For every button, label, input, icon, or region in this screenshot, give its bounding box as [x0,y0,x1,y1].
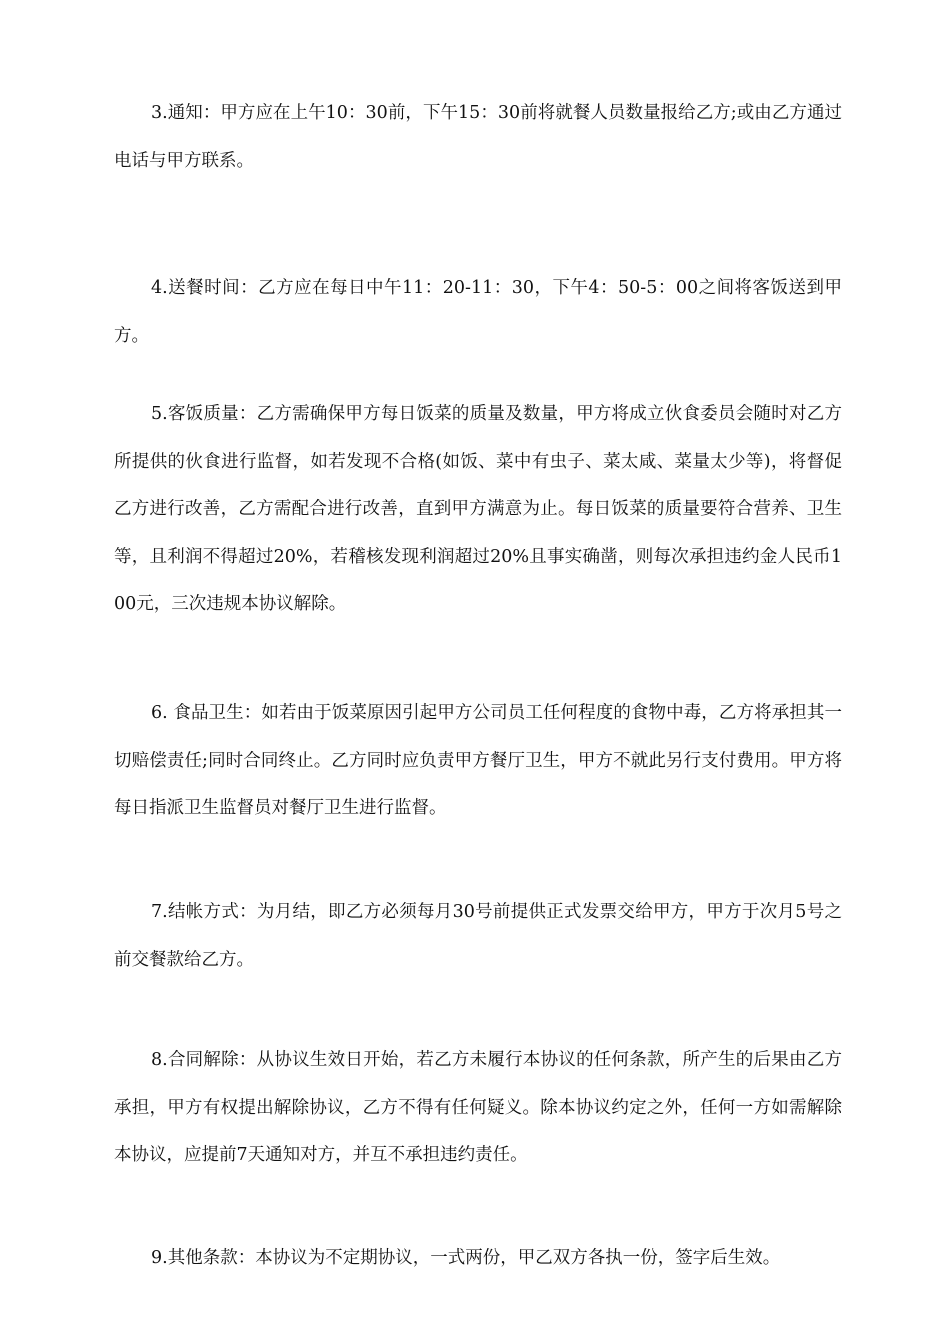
clause-contract-termination: 8.合同解除：从协议生效日开始，若乙方未履行本协议的任何条款，所产生的后果由乙方承担，甲方有权提出解除协议，乙方不得有任何疑义。除本协议约定之外，任何一方如需解除本协议，应提前7天通知对方，并互不承担违约责任。 [114,1050,842,1165]
clause-notification: 3.通知：甲方应在上午10：30前，下午15：30前将就餐人员数量报给乙方;或由乙方通过电话与甲方联系。 [114,103,842,171]
clause-delivery-time: 4.送餐时间：乙方应在每日中午11：20-11：30，下午4：50-5：00之间将客饭送到甲方。 [114,278,842,346]
clause-other-terms: 9.其他条款：本协议为不定期协议，一式两份，甲乙双方各执一份，签字后生效。 [151,1248,781,1268]
clause-settlement-method: 7.结帐方式：为月结，即乙方必须每月30号前提供正式发票交给甲方，甲方于次月5号之前交餐款给乙方。 [114,902,842,970]
clause-meal-quality: 5.客饭质量：乙方需确保甲方每日饭菜的质量及数量，甲方将成立伙食委员会随时对乙方所提供的伙食进行监督，如若发现不合格(如饭、菜中有虫子、菜太咸、菜量太少等)，将督促乙方进行改善，乙方需配合进行改善，直到甲方满意为止。每日饭菜的质量要符合营养、卫生等，且利润不得超过20%，若稽核发现利润超过20%且事实确凿，则每次承担违约金人民币100元，三次违规本协议解除。 [114,404,842,614]
clause-food-hygiene: 6. 食品卫生：如若由于饭菜原因引起甲方公司员工任何程度的食物中毒，乙方将承担其一切赔偿责任;同时合同终止。乙方同时应负责甲方餐厅卫生，甲方不就此另行支付费用。甲方将每日指派卫生监督员对餐厅卫生进行监督。 [114,703,842,818]
